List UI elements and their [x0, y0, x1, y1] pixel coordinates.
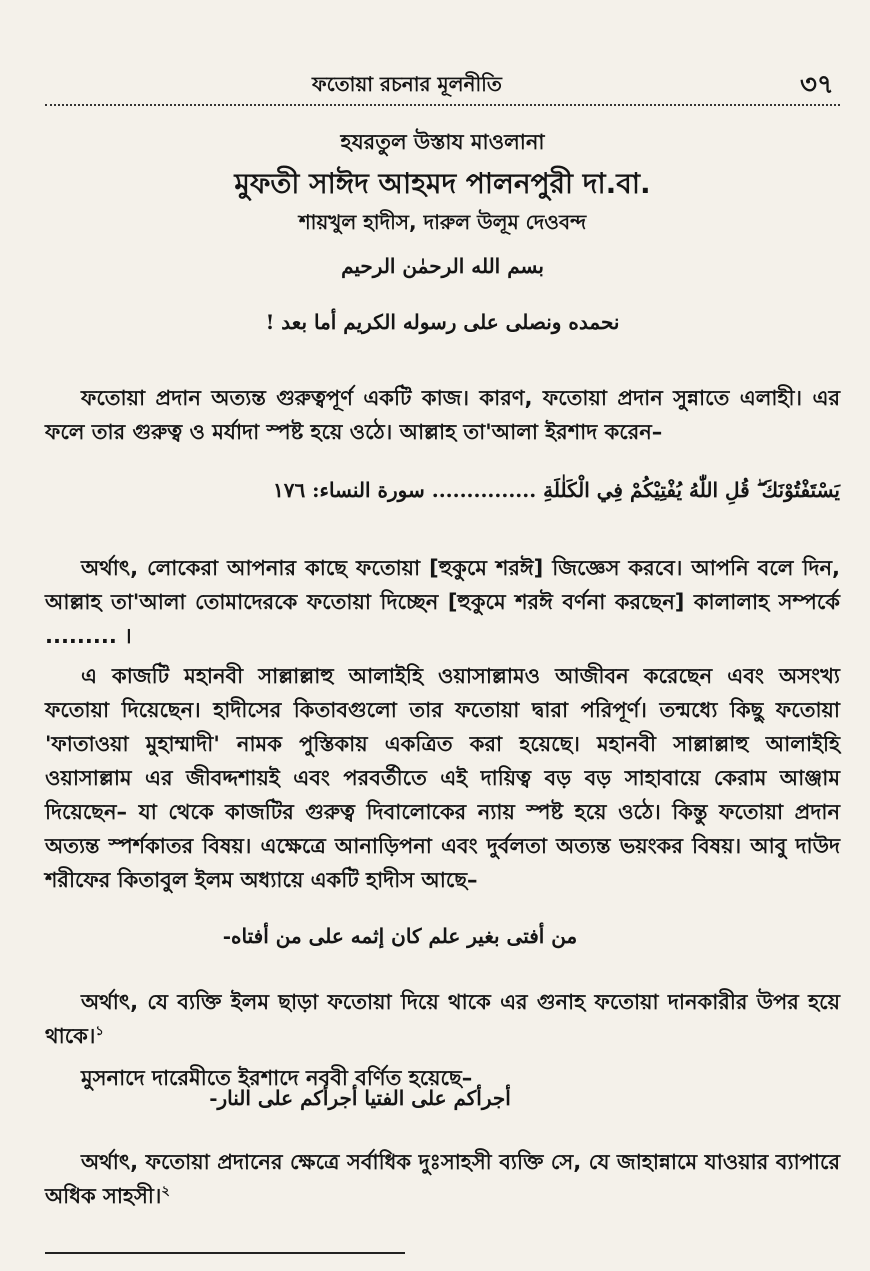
- opening-salutation: نحمده ونصلى على رسوله الكريم أما بعد !: [265, 310, 620, 334]
- author-honorific: হযরতুল উস্তায মাওলানা: [340, 130, 545, 154]
- bismillah: بسم الله الرحمٰن الرحيم: [341, 254, 544, 278]
- footnote-marker-2: ২: [161, 1184, 170, 1199]
- running-header-title: ফতোয়া রচনার মূলনীতি: [312, 72, 502, 96]
- paragraph-4: [45, 985, 840, 1053]
- paragraph-5: মুসনাদে দারেমীতে ইরশাদে নববী বর্ণিত হয়েছে–: [81, 1066, 473, 1090]
- footnote-divider: [45, 1252, 405, 1254]
- paragraph-2: অর্থাৎ, লোকেরা আপনার কাছে ফতোয়া [হুকুমে শরঈ] জিজ্ঞেস করবে। আপনি বলে দিন, আল্লাহ তা'আলা তোমাদেরকে ফতোয়া দিচ্ছেন [হুকুমে শরঈ বর্ণনা করছেন] কালালাহ সম্পর্কে ......... ।: [45, 556, 840, 648]
- paragraph-1: ফতোয়া প্রদান অত্যন্ত গুরুত্বপূর্ণ একটি কাজ। কারণ, ফতোয়া প্রদান সুন্নাতে এলাহী। এর ফলে তার গুরুত্ব ও মর্যাদা স্পষ্ট হয়ে ওঠে। আল্লাহ তা'আলা ইরশাদ করেন–: [45, 386, 840, 444]
- hadith-abu-dawud: من أفتى بغير علم كان إثمه على من أفتاه-: [222, 924, 578, 948]
- page-number: ৩৭: [800, 70, 834, 100]
- header-divider: [45, 104, 840, 106]
- paragraph-6-text: অর্থাৎ, ফতোয়া প্রদানের ক্ষেত্রে সর্বাধিক দুঃসাহসী ব্যক্তি সে, যে জাহান্নামে যাওয়ার ব্যাপারে অধিক সাহসী।: [45, 1150, 840, 1208]
- author-title: শায়খুল হাদীস, দারুল উলূম দেওবন্দ: [298, 210, 587, 234]
- footnote-marker-1: ১: [95, 1024, 104, 1039]
- author-name: মুফতী সাঈদ আহমদ পালনপুরী দা.বা.: [234, 167, 651, 200]
- hadith-darimi: أجرأكم على الفتيا أجرأكم على النار-: [209, 1086, 511, 1110]
- paragraph-6: [45, 1145, 840, 1213]
- paragraph-3: এ কাজটি মহানবী সাল্লাল্লাহু আলাইহি ওয়াসাল্লামও আজীবন করেছেন এবং অসংখ্য ফতোয়া দিয়েছেন। হাদীসের কিতাবগুলো তার ফতোয়া দ্বারা পরিপূর্ণ। তন্মধ্যে কিছু ফতোয়া 'ফাতাওয়া মুহাম্মাদী' নামক পুস্তিকায় একত্রিত করা হয়েছে। মহানবী সাল্লাল্লাহু আলাইহি ওয়াসাল্লাম এর জীবদ্দশায়ই এবং পরবর্তীতে এই দায়িত্ব বড় বড় সাহাবায়ে কেরাম আঞ্জাম দিয়েছেন– যা থেকে কাজটির গুরুত্ব দিবালোকের ন্যায় স্পষ্ট হয়ে ওঠে। কিন্তু ফতোয়া প্রদান অত্যন্ত স্পর্শকাতর বিষয়। এক্ষেত্রে আনাড়িপনা এবং দুর্বলতা অত্যন্ত ভয়ংকর বিষয়। আবু দাউদ শরীফের কিতাবুল ইলম অধ্যায়ে একটি হাদীস আছে–: [45, 664, 840, 892]
- quran-verse: يَسْتَفْتُوْنَكَ ۖ قُلِ اللّٰهُ يُفْتِيْكُمْ فِي الْكَلٰلَةِ ............... سورة النساء: ١٧٦: [272, 478, 840, 502]
- paragraph-4-text: অর্থাৎ, যে ব্যক্তি ইলম ছাড়া ফতোয়া দিয়ে থাকে এর গুনাহ ফতোয়া দানকারীর উপর হয়ে থাকে।: [45, 990, 840, 1048]
